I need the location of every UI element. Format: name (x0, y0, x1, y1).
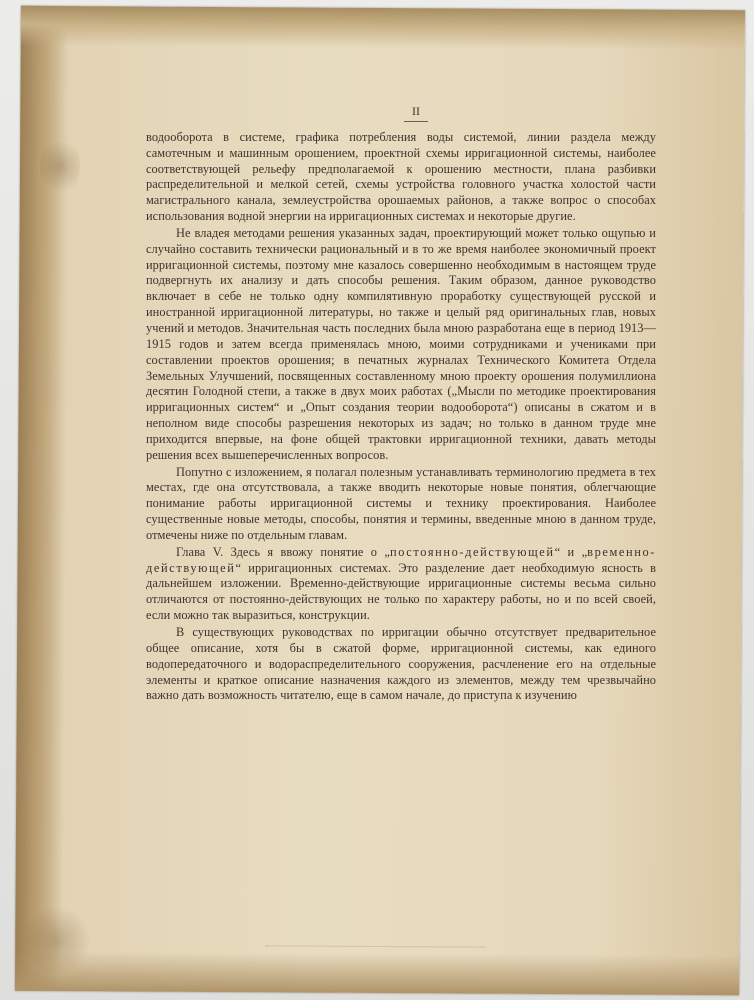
page-text (146, 104, 656, 705)
paragraph-4-chapter-v (146, 545, 656, 624)
paragraph-4-text: Глава V. Здесь я ввожу понятие о „ (176, 544, 390, 559)
term-permanent-systems: постоянно-действующей (389, 544, 555, 559)
paragraph-3: Попутно с изложением, я полагал полезным устанавливать терминологию предмета в тех местах, где она отсутствовала, а также вводить некоторые новые понятия, облегчающие понимание работы ирригационной системы и технику проектирования. Наиболее существенные новые методы, способы, понятия и термины, введенные мною в данном труде, отмечены ниже по отдельным главам. (146, 464, 656, 542)
page-edge-top (21, 6, 745, 50)
page-number-label: II (404, 104, 428, 122)
term-temporary-systems: временно-действующей (146, 544, 656, 575)
paragraph-4-text: “ ирригационных системах. Это разделение дает необходимую ясность в дальнейшем изложении. Временно-действующие ирригационные системы весьма сильно отличаются от постоянно-действующих не только по характеру работы, но и по всей своей, если можно так выразиться, конструкции. (146, 560, 656, 623)
paragraph-5: В существующих руководствах по ирригации обычно отсутствует предварительное общее описание, хотя бы в сжатой форме, ирригационной системы, как единого водопередаточного и водораспределительного сооружения, расчленение его на отдельные элементы и краткое описание назначения каждого из элементов, между тем чрезвычайно важно дать возможность читателю, еще в самом начале, до приступа к изучению (146, 625, 656, 703)
paragraph-1: водооборота в системе, графика потребления воды системой, линии раздела между самотечным и машинным орошением, проектной схемы ирригационной системы, наиболее соответствующей рельефу предполагаемой к орошению местности, плана разбивки распределительной и мелкой сетей, схемы устройства головного участка холостой части магистрального канала, землеустройства орошаемых районов, а также вопрос о способах использования водной энергии на ирригационных системах и некоторые другие. (146, 129, 656, 224)
bleed-through-mark (265, 945, 485, 953)
paragraph-4-text: “ и „ (554, 544, 588, 559)
paper-stain (40, 136, 80, 196)
page-edge-bottom (15, 951, 739, 995)
page-number (146, 104, 656, 122)
paragraph-2: Не владея методами решения указанных задач, проектирующий может только ощупью и случайно составить технически рациональный и в то же время наиболее экономичный проект ирригационной системы, поэтому мне казалось совершенно необходимым в настоящем труде подвергнуть их анализу и дать способы решения. Таким образом, данное руководство включает в себе не только одну компилятивную проработку существующей русской и иностранной ирригационной литературы, но также и целый ряд оригинальных глав, новых учений и методов. Значительная часть последних была мною разработана еще в период 1913—1915 годов и затем всегда применялась мною, моими сотрудниками и учениками при составлении проектов орошения; в печатных журналах Технического Комитета Отдела Земельных Улучшений, посвященных составленному мною проекту орошения полумиллиона десятин Голодной степи, а также в двух моих работах („Мысли по методике проектирования ирригационных систем“ и „Опыт создания теории водооборота“) описаны в сжатом и в неполном виде способы разрешения некоторых из задач; но только в данном труде мне приходится впервые, на фоне общей трактовки ирригационной техники, давать методы решения всех вышеперечисленных вопросов. (146, 225, 656, 462)
paper-stain (21, 906, 91, 976)
